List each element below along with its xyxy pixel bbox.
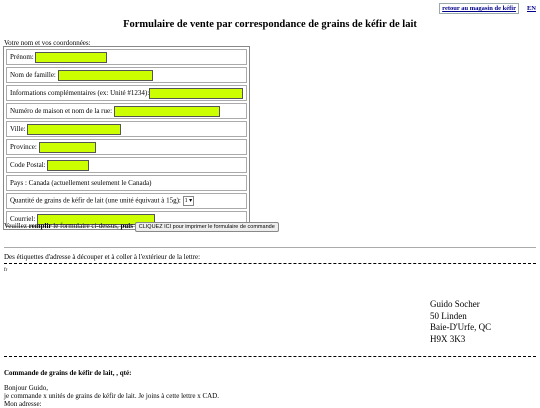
submit-bold-puis: puis [120,222,133,230]
print-form-button[interactable]: CLIQUEZ ICI pour imprimer le formulaire de commande [135,222,279,232]
row-ville [6,121,247,137]
labels-title: Des étiquettes d'adresse à découper et à coller à l'extérieur de la lettre: [4,253,201,261]
nom-label: Nom de famille: [10,70,56,79]
info-field[interactable] [149,88,243,99]
quantity-value: 1 [184,198,188,204]
address-line-1: Guido Socher [430,299,480,309]
address-line-4: H9X 3K3 [430,333,466,344]
address-line-2: 50 Linden [430,310,467,321]
row-quantite [6,193,247,209]
intro-text: Votre nom et vos coordonnées: [4,39,91,47]
prenom-field[interactable] [35,52,107,63]
tiny-text: fr [4,268,8,273]
info-label: Informations complémentaires (ex: Unité #1234): [10,88,150,97]
submit-bold-remplir: remplir [28,222,52,230]
row-nom [6,67,247,83]
row-code [6,157,247,173]
order-title: Commande de grains de kéfir de lait, , qté: [4,369,132,377]
divider [4,247,536,248]
row-pays [6,175,247,191]
page-title: Formulaire de vente par correspondance de grains de kéfir de lait [123,19,417,30]
order-letter [4,384,219,408]
province-field[interactable] [39,142,96,153]
ville-label: Ville: [10,124,26,133]
submit-middle: le formulaire ci-dessus, [51,222,121,230]
quantity-select[interactable] [183,196,195,206]
quantite-label: Quantité de grains de kéfir de lait (une unité équivaut à 15g): [10,196,181,205]
row-province [6,139,247,155]
row-maison [6,103,247,119]
top-links [439,3,536,14]
prenom-label: Prénom: [10,52,34,61]
letter-greeting: Bonjour Guido, [4,384,48,392]
nom-field[interactable] [58,70,153,81]
submit-line [4,222,279,232]
cut-line-top [4,263,536,264]
letter-address-label: Mon adresse: [4,400,42,408]
order-form [3,46,250,230]
province-label: Province: [10,142,37,151]
back-to-store-link[interactable]: retour au magasin de kéfir [439,3,519,14]
mailing-address [430,299,491,345]
chevron-down-icon: ▾ [189,198,193,204]
ville-field[interactable] [27,124,121,135]
pays-label: Pays : Canada (actuellement seulement le Canada) [10,179,152,187]
row-info [6,85,247,101]
code-label: Code Postal: [10,160,46,169]
submit-prefix: Veuillez [4,222,29,230]
address-line-3: Baie-D'Urfe, QC [430,322,492,332]
english-link[interactable]: EN [526,5,536,12]
maison-label: Numéro de maison et nom de la rue: [10,106,113,115]
courriel-label: Courriel: [10,214,36,223]
code-field[interactable] [47,160,89,171]
maison-field[interactable] [114,106,220,117]
cut-line-bottom [4,356,536,357]
letter-body: je commande x unités de grains de kéfir de lait. Je joins à cette lettre x CAD. [4,392,219,400]
row-prenom [6,49,247,65]
